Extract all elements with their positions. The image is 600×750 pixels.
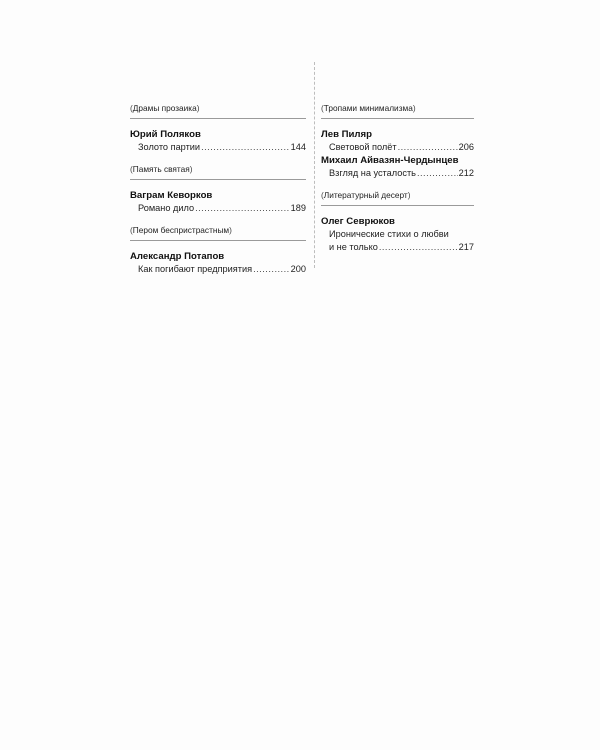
section-heading: (Пером беспристрастным) bbox=[130, 225, 306, 241]
page-number: 217 bbox=[458, 242, 474, 252]
entry-title: Золото партии bbox=[138, 142, 201, 152]
toc-section bbox=[130, 103, 306, 154]
toc-section bbox=[321, 103, 474, 180]
toc-left-column bbox=[130, 103, 306, 286]
page-number: 189 bbox=[290, 203, 306, 213]
dot-leader bbox=[253, 263, 290, 276]
page-number: 144 bbox=[290, 142, 306, 152]
toc-entry[interactable] bbox=[321, 141, 474, 154]
toc-entry[interactable] bbox=[130, 141, 306, 154]
toc-entry[interactable] bbox=[130, 202, 306, 215]
dot-leader bbox=[398, 141, 458, 154]
entry-title: Как погибают предприятия bbox=[138, 264, 253, 274]
section-heading: (Литературный десерт) bbox=[321, 190, 474, 206]
section-heading: (Тропами минимализма) bbox=[321, 103, 474, 119]
entry-title-line[interactable]: Иронические стихи о любви bbox=[329, 229, 449, 239]
toc-section bbox=[130, 225, 306, 276]
section-heading: (Драмы прозаика) bbox=[130, 103, 306, 119]
author-name: Михаил Айвазян-Чердынцев bbox=[321, 155, 459, 166]
page-number: 206 bbox=[458, 142, 474, 152]
entry-title: Световой полёт bbox=[329, 142, 397, 152]
entry-title: и не только bbox=[329, 242, 378, 252]
author-name: Ваграм Кеворков bbox=[130, 190, 213, 201]
toc-entry[interactable] bbox=[321, 167, 474, 180]
dot-leader bbox=[379, 241, 458, 254]
dot-leader bbox=[417, 167, 458, 180]
page-number: 212 bbox=[458, 168, 474, 178]
entry-title: Взгляд на усталость bbox=[329, 168, 416, 178]
toc-entry[interactable] bbox=[321, 241, 474, 254]
column-divider bbox=[314, 62, 315, 268]
toc-section bbox=[321, 190, 474, 254]
dot-leader bbox=[201, 141, 290, 154]
author-name: Лев Пиляр bbox=[321, 129, 372, 140]
toc-section bbox=[130, 164, 306, 215]
author-name: Олег Севрюков bbox=[321, 216, 395, 227]
author-name: Юрий Поляков bbox=[130, 129, 201, 140]
section-heading: (Память святая) bbox=[130, 164, 306, 180]
toc-entry[interactable] bbox=[130, 263, 306, 276]
dot-leader bbox=[195, 202, 290, 215]
page-number: 200 bbox=[290, 264, 306, 274]
toc-right-column bbox=[321, 103, 474, 264]
entry-title: Романо дило bbox=[138, 203, 195, 213]
author-name: Александр Потапов bbox=[130, 251, 225, 262]
